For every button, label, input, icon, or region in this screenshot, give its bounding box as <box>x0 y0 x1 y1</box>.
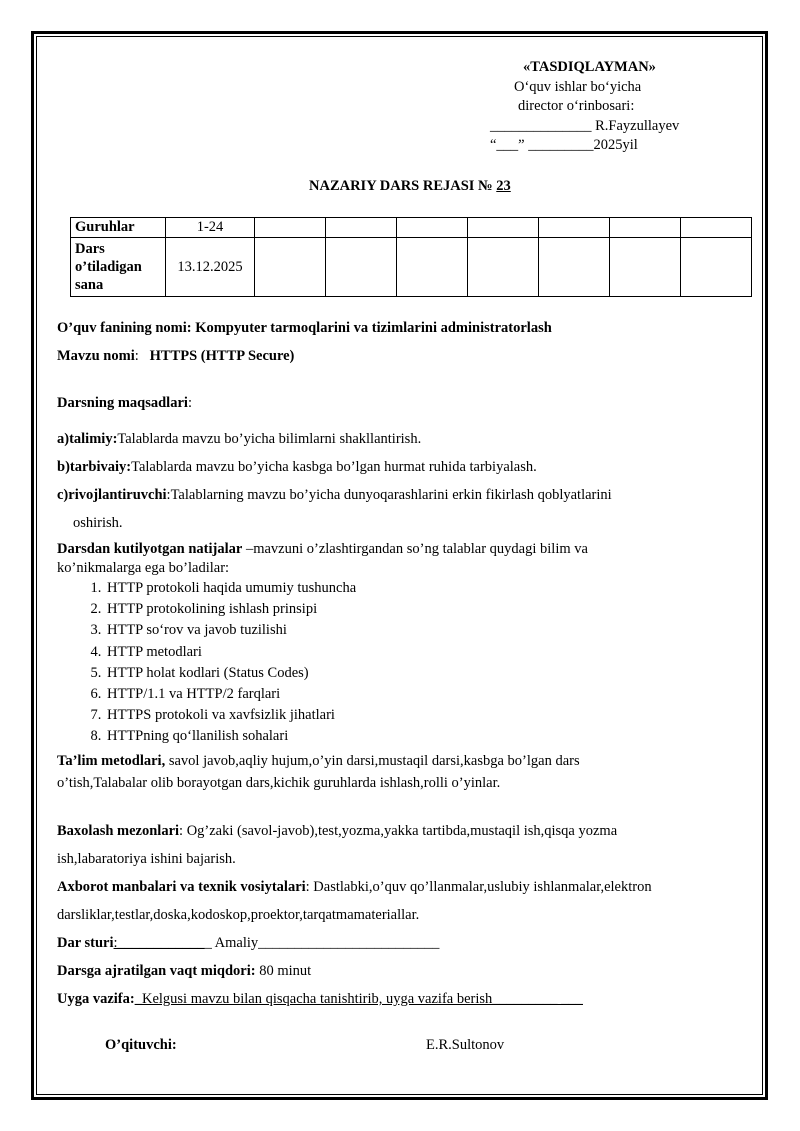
methods-paragraph <box>57 750 657 794</box>
empty-cell <box>397 218 468 238</box>
homework-value: _Kelgusi mavzu bilan qisqacha tanishtirib, uyga vazifa berish_________ ___ <box>134 991 583 1007</box>
plan-number: 23 <box>496 178 511 194</box>
duration-line <box>57 960 757 982</box>
plan-title-prefix: NAZARIY DARS REJASI № <box>309 178 497 194</box>
methods-label: Ta’lim metodlari, <box>57 753 166 769</box>
methods-text: savol javob,aqliy hujum,o’yin darsi,mustaqil darsi,kasbga bo’lgan dars o’tish,Talabalar olib borayotgan dars,kichik guruhlarda ishlash,rolli o’yinlar. <box>57 753 580 791</box>
lesson-type-line <box>57 932 757 954</box>
duration-value: 80 minut <box>255 963 312 979</box>
goal-c-label: c)rivojlantiruvchi <box>57 487 167 503</box>
empty-cell <box>539 238 610 297</box>
groups-value-cell: 1-24 <box>166 218 255 238</box>
topic-label: Mavzu nomi <box>57 348 135 364</box>
lesson-type-label: Dar sturi <box>57 935 114 951</box>
empty-cell <box>468 238 539 297</box>
empty-cell <box>326 218 397 238</box>
groups-label-cell: Guruhlar <box>71 218 166 238</box>
homework-line <box>57 988 757 1010</box>
resources-continued: darsliklar,testlar,doska,kodoskop,proektor,tarqatmamateriallar. <box>57 907 420 923</box>
groups-table <box>70 217 752 297</box>
goal-b-label: b)tarbivaiy: <box>57 459 132 475</box>
topic-line <box>57 345 757 367</box>
plan-title <box>309 178 511 195</box>
goals-heading <box>57 392 757 414</box>
list-item: 1. HTTP protokoli haqida umumiy tushuncha <box>105 578 356 599</box>
resources-line <box>57 876 757 898</box>
results-label: Darsdan kutilyotgan natijalar <box>57 541 243 557</box>
empty-cell <box>255 218 326 238</box>
results-intro <box>57 540 657 578</box>
empty-cell <box>326 238 397 297</box>
goal-c <box>57 484 757 506</box>
goal-b-text: Talablarda mavzu bo’yicha kasbga bo’lgan hurmat ruhida tarbiyalash. <box>131 459 537 475</box>
lesson-type-blank-1: :____________ <box>113 935 205 951</box>
lesson-type-value: Amaliy <box>211 935 259 951</box>
resources-label: Axborot manbalari va texnik vosiytalari <box>57 879 306 895</box>
goals-heading-label: Darsning maqsadlari <box>57 395 188 411</box>
goals-heading-colon: : <box>187 395 192 411</box>
goal-c-text: :Talablarning mavzu bo’yicha dunyoqarashlarini erkin fikirlash qoblyatlarini <box>166 487 612 503</box>
empty-cell <box>397 238 468 297</box>
teacher-label: O’qituvchi: <box>105 1037 177 1053</box>
lesson-type-blank-2: _________________________ <box>258 935 440 951</box>
resources-text: : Dastlabki,o’quv qo’llanmalar,uslubiy ishlanmalar,elektron <box>305 879 652 895</box>
homework-label: Uyga vazifa: <box>57 991 135 1007</box>
empty-cell <box>681 218 752 238</box>
empty-cell <box>610 218 681 238</box>
lesson-type-blank-1b: _ <box>204 935 212 951</box>
assessment-text: : Og’zaki (savol-javob),test,yozma,yakka tartibda,mustaqil ish,qisqa yozma <box>179 823 618 839</box>
approval-block <box>490 58 720 156</box>
empty-cell <box>681 238 752 297</box>
approval-date-line: “___” _________2025yil <box>490 137 638 153</box>
topic-colon: : <box>134 348 150 364</box>
date-label-cell: Dars o’tiladigan sana <box>71 238 166 297</box>
approval-line-2: director o‘rinbosari: <box>518 98 635 114</box>
goal-a <box>57 428 757 450</box>
list-item: 6. HTTP/1.1 va HTTP/2 farqlari <box>105 684 356 705</box>
results-list <box>57 578 356 748</box>
empty-cell <box>468 218 539 238</box>
empty-cell <box>539 218 610 238</box>
assessment-line <box>57 820 757 842</box>
date-value-cell: 13.12.2025 <box>166 238 255 297</box>
list-item: 4. HTTP metodlari <box>105 642 356 663</box>
goal-c-continued: oshirish. <box>73 515 123 531</box>
empty-cell <box>610 238 681 297</box>
goal-a-label: a)talimiy: <box>57 431 118 447</box>
empty-cell <box>255 238 326 297</box>
approval-line-1: O‘quv ishlar bo‘yicha <box>514 78 642 95</box>
table-row <box>71 238 752 297</box>
table-row <box>71 218 752 238</box>
approval-title: «TASDIQLAYMAN» <box>523 59 656 75</box>
list-item: 5. HTTP holat kodlari (Status Codes) <box>105 663 356 684</box>
duration-label: Darsga ajratilgan vaqt miqdori: <box>57 963 256 979</box>
assessment-label: Baxolash mezonlari <box>57 823 180 839</box>
list-item: 3. HTTP so‘rov va javob tuzilishi <box>105 620 356 641</box>
list-item: 8. HTTPning qo‘llanilish sohalari <box>105 726 356 747</box>
subject-value: Kompyuter tarmoqlarini va tizimlarini administratorlash <box>195 320 552 336</box>
goal-b <box>57 456 757 478</box>
approval-signature-line: ______________ R.Fayzullayev <box>490 117 680 134</box>
subject-line <box>57 317 757 339</box>
subject-label: O’quv fanining nomi: <box>57 320 196 336</box>
goal-a-text: Talablarda mavzu bo’yicha bilimlarni shakllantirish. <box>117 431 422 447</box>
assessment-continued: ish,labaratoriya ishini bajarish. <box>57 851 236 867</box>
teacher-name: E.R.Sultonov <box>426 1037 505 1053</box>
list-item: 7. HTTPS protokoli va xavfsizlik jihatlari <box>105 705 356 726</box>
results-text: –mavzuni o’zlashtirgandan so’ng talablar quydagi bilim va ko’nikmalarga ega bo’ladilar: <box>57 541 588 576</box>
topic-value: HTTPS (HTTP Secure) <box>149 348 295 364</box>
list-item: 2. HTTP protokolining ishlash prinsipi <box>105 599 356 620</box>
